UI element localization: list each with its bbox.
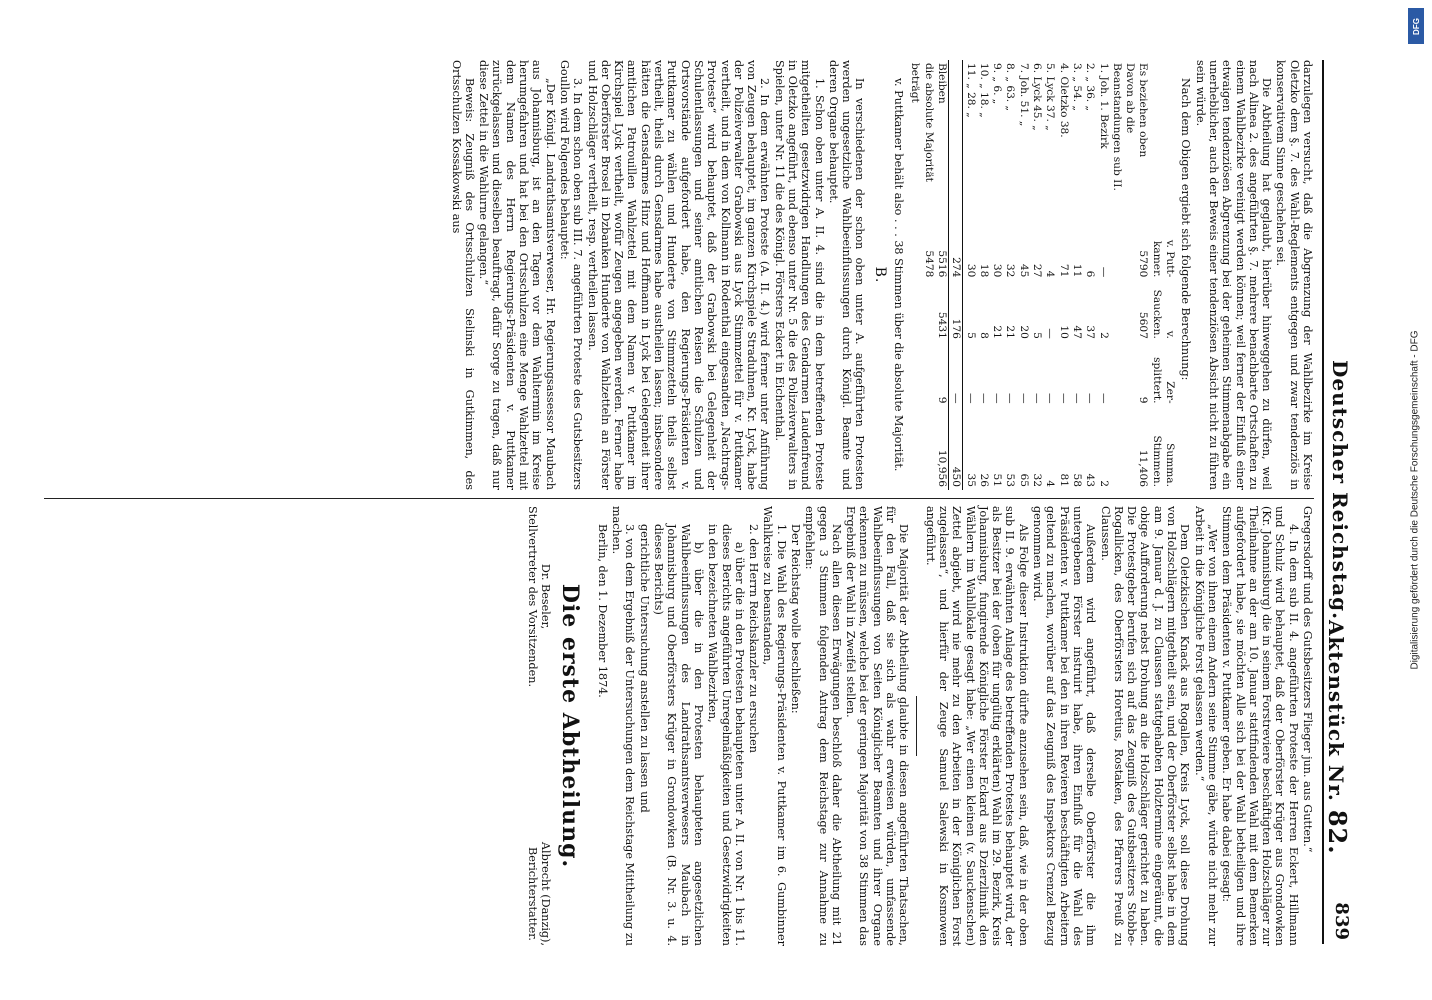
table-cell [908,280,935,342]
vote-table [908,60,1176,490]
table-cell: — [1044,392,1057,404]
table-cell: — [1031,392,1044,404]
quotation: „Der Königl. Landrathsamtsverweser, Hr. Regierungsassessor Maubach aus Johannisburg, ist an den Tagen vor dem Wahltermin im Kreise herumgefahren und hat bei den Ortsschulzen eine Menge Wahlzettel mit dem Namen des Herrn Regierungs-Präsidenten v. Puttkamer zurückgelassen und dieselben beauftragt, dafür Sorge zu tragen, daß nur diese Zettel in die Wahlurne gelangen.“ [477,60,557,490]
table-cell: 450 [948,407,962,490]
running-head-left: Deutscher Reichstag. [1328,360,1352,621]
table-cell: — [964,392,977,404]
signature-left [526,506,553,687]
paragraph: 3. In dem schon oben sub III. 7. angeführten Proteste des Gutsbesitzers Goullon wird Folgendes behauptet: [557,60,585,490]
running-head [1322,60,1354,944]
table-cell: 176 [948,280,962,342]
table-cell: — [1017,392,1030,404]
table-row [963,60,977,490]
table-cell: Bleiben [935,60,949,217]
motion-subitem: a) über die in den Protesten behaupteten unter A. II. von Nr. 1 bis 11. dieses Berichts angeführten Unregelmäßigkeiten und Gesetzwidrigkeiten in den bezeichneten Wahlbezirken, [706,524,746,946]
paragraph: darzulegen versucht, daß die Abgrenzung der Wahlbezirke im Kreise Oletzko dem §. 7. des Wahl-Reglements entgegen und zwar tendenziös in konservativem Sinne geschehen sei. [1274,60,1314,490]
section-divider [916,696,917,756]
table-cell [1110,342,1137,407]
motion-item: 1. Die Wahl des Regierungs-Präsidenten v. Puttkamer im 6. Gumbinner Wahlkreise zu beanstanden, [761,506,788,946]
table-cell: — [1097,392,1110,404]
table-row [1136,60,1149,490]
table-cell [948,60,962,217]
table-cell: 10. „ 18. „ [977,63,990,118]
table-cell: 43 [1084,473,1097,487]
table-row [1056,60,1069,490]
paragraph: 1. Schon oben unter A. II. 4. sind die in dem betreffenden Proteste mitgetheilten gesetzwidrigen Handlungen des Gendarmen Laudenfreund in Oletzko angeführt, und ebenso unter Nr. 5 die des Polizeiverwalters in Spielen, unter Nr. 11 die des Königl. Försters Eckert in Eichenthal. [772,60,826,490]
paragraph: Gregersdorff und des Gutsbesitzers Flieger jun. aus Gutten.“ [1301,506,1314,853]
table-cell: 30 [991,263,1004,278]
table-cell: — [1044,328,1057,339]
table-row [1096,60,1109,490]
table-cell: 5607 [1137,311,1150,339]
table-row [977,60,990,490]
paragraph: Nach dem Obigen ergiebt sich folgende Berechnung: [1179,78,1193,381]
table-row [1110,60,1137,490]
date-line: Berlin, den 1. Dezember 1874. [595,524,609,698]
page-number: 839 [1331,902,1352,940]
table-cell: — [1004,392,1017,404]
table-header: v. Saucken. [1150,289,1177,339]
table-cell: 4 [1044,270,1057,278]
table-cell: 18 [977,263,990,278]
table-cell: — [948,342,962,407]
paragraph: In verschiedenen der schon oben unter A. aufgeführten Protesten werden ungesetzliche Wahlbeeinflussungen durch Königl. Beamte und deren Organe behauptet. [826,60,867,490]
signatory-role: Stellvertreter des Vorsitzenden. [525,506,539,688]
paragraph: v. Puttkamer behält also . . . 38 Stimmen über die absolute Majorität. [892,78,906,472]
table-cell: Es beziehen oben [1137,63,1150,158]
paragraph: Außerdem wird angeführt, daß derselbe Oberförster die ihm untergebenen Förster instruirt habe, ihren Einfluß für die Wahl des Präsidenten v. Puttkamer bei den in ihren Revieren beschäftigten Arbeitern geltend zu machen, worüber auf das Zeugniß des Inspektors Crenzel Bezug genommen wird. [1031,506,1098,946]
table-cell: — [1084,392,1097,404]
table-cell: — [991,392,1004,404]
paragraph: Beweis: Zeugniß des Ortsschulzen Sielinski in Gutkimmen, des Ortsschulzen Kossakowski aus [449,60,476,490]
table-cell: 51 [991,473,1004,487]
dfg-logo-text: DFG [1411,17,1421,35]
table-row [1070,60,1083,490]
table-row [1016,60,1029,490]
paragraph: Der Reichstag wolle beschließen: [789,524,803,714]
signatory-name: Dr. Beseler, [539,563,553,630]
table-cell: 5 [964,332,977,339]
left-column [448,60,1314,490]
table-row [1043,60,1056,490]
column-divider [44,498,1314,499]
table-cell: 1. Joh. 1. Bezirk [1097,63,1110,149]
table-cell: 30 [964,263,977,278]
table-cell: 8 [977,332,990,339]
running-head-number: 82. [1323,809,1352,855]
table-cell: — [977,392,990,404]
table-sum-row [948,60,962,490]
table-row [1003,60,1016,490]
vote-table-body [908,60,1149,490]
right-column [526,506,1314,946]
table-cell: Davon ab die Beanstandungen sub II. [1110,63,1137,191]
table-cell: 21 [991,325,1004,339]
table-cell: 65 [1017,473,1030,487]
table-remaining-row [935,60,949,490]
table-cell: 6 [1084,270,1097,278]
table-cell: 2 [1097,480,1110,487]
table-cell: 9 [1137,396,1150,404]
table-cell: 27 [1031,263,1044,278]
table-cell: 32 [1004,263,1017,278]
table-cell: 5516 [935,217,949,280]
table-row [990,60,1003,490]
paragraph: 4. In dem sub II. 4. angeführten Proteste der Herren Eckert, Hillmann und Schulz wird behauptet, daß der Oberförster Krüger aus Grondowken (Kr. Johannisburg) die in seinem Forstreviere beschäftigten Holzschläger zur Theilnahme an der am 10. Januar stattfindenden Wahl mit dem Bemerken aufgefordert habe, sie möchten Alle sich bei der Wahl betheiligen und ihre Stimmen dem Präsidenten v. Puttkamer geben. Er habe dabei gesagt: [1220,506,1300,946]
table-cell: 8. „ 63. „ [1004,63,1017,112]
table-cell: — [1097,266,1110,278]
digitization-credit [1400,0,1430,1000]
table-cell: 274 [948,217,962,280]
table-cell: 32 [1031,473,1044,487]
table-cell: die absolute Majorität beträgt [909,63,935,182]
signature-right [526,842,553,946]
table-header: Summa. Stimmen. [1150,435,1177,487]
paragraph: Nach allen diesen Erwägungen beschloß daher die Abtheilung mit 21 gegen 3 Stimmen folgenden Antrag dem Reichstage zur Annahme zu empfehlen: [803,506,843,946]
signatory-role: Berichterstatter. [525,847,539,941]
table-header-row [1149,60,1176,490]
table-majority-row [908,60,935,490]
table-cell: 11. „ 28. „ [964,63,977,118]
table-cell: 10,956 [935,407,949,490]
table-cell: 58 [1070,473,1083,487]
table-cell: 10 [1057,325,1070,339]
table-cell: 11 [1070,263,1083,278]
dfg-logo-badge [1408,8,1424,44]
table-header [1149,60,1176,217]
signature-row [526,506,553,946]
table-cell: 81 [1057,473,1070,487]
table-cell: 5. Lyck 37. „ [1044,63,1057,131]
table-cell [1110,217,1137,280]
table-cell: — [1057,392,1070,404]
table-cell: 5478 [922,250,935,278]
paragraph: Die Majorität der Abtheilung glaubte in diesen angeführten Thatsachen, für den Fall, daß sie sich als wahr erweisen würden, umfassende Wahlbeeinflussungen von Seiten Königlicher Beamten und ihrer Organe erkennen zu müssen, welche bei der geringen Majorität von 38 Stimmen das Ergebniß der Wahl in Zweifel stellen. [844,506,911,946]
credit-text: Digitalisierung gefördert durch die Deutsche Forschungsgemeinschaft - DFG [1409,330,1421,670]
running-head-center [1323,620,1352,855]
signatory-name: Albrecht (Danzig), [539,841,553,946]
table-cell: 7. Joh. 51. „ [1017,63,1030,127]
table-cell: 71 [1057,263,1070,278]
table-cell: 4. Oletzko 38. [1057,63,1070,138]
table-cell: 9. „ 6. „ [991,63,1004,105]
table-cell: 5790 [1137,250,1150,278]
table-cell: 53 [1004,473,1017,487]
paragraph: Die Abtheilung hat geglaubt, hierüber hinweggehen zu dürfen, weil nach Alinea 2. des angeführten §. 7. mehrere benachbarte Ortschaften zu einem Wahlbezirke vereinigt werden können; weil ferner der Einfluß einer etwaigen tendenziösen Abgrenzung bei der geheimen Stimmenabgabe ein unerheblicher, auch der Beweis einer tendenziösen Absicht nicht zu führen sein würde. [1193,60,1274,490]
paragraph: 2. In dem erwähnten Proteste (A. II. 4.) wird ferner unter Anführung von Zeugen behauptet, im ganzen Kirchspiele Straduhnen, Kr. Lyck, habe der Polizeiverwalter Grabowski aus Lyck Stimmzettel für v. Puttkamer vertheilt, und in dem von Kollmann in Rodenthal eingesandten „Nachtrags-Proteste“ wird behauptet, daß der Grabowski bei Gelegenheit der Schulentlassungen und seiner amtlichen Reisen die Schulzen und Ortsvorstände aufgefordert habe, den Regierungs-Präsidenten v. Puttkamer zu wählen und Hunderte von Stimmzetteln theils selbst vertheilt, theils durch Gensdarmes habe austheilen lassen; insbesondere hätten die Gensdarmes Hinz und Hoffmann in Lyck bei Gelegenheit ihrer amtlichen Patrouillen Wahlzettel mit dem Namen v. Puttkamer im Kirchspiel Lyck vertheilt, wofür Zeugen angegeben werden. Ferner habe der Oberförster Brosel in Dzbanken Hunderte von Wahlzetteln an Förster und Holzschläger vertheilt, resp. vertheilen lassen. [585,60,772,490]
table-cell: 47 [1070,325,1083,339]
table-cell [908,342,935,407]
table-cell [908,407,935,490]
paragraph: Als Folge dieser Instruktion dürfte anzusehen sein, daß, wie in der oben sub II. 9. erwähnten Anlage des betreffenden Protestes behauptet wird, der als Besitzer bei der (oben für ungültig erklärten) Wahl im 29. Bezirk, Kreis Johannisburg, fungirende Königliche Förster Eckard aus Dzierzlinnik den Wählern im Wahllokale gesagt habe: „Wer einen kleinen (v. Sauckenschen) Zettel abgiebt, wird nie mehr zu den Arbeiten in der Königlichen Forst zugelassen“, und hierfür der Zeuge Samuel Salewski in Kosmowen angeführt. [923,506,1030,946]
paragraph: Dem Oletzkischen Knack aus Rogallen, Kreis Lyck, soll diese Drohung von Holzschlägern mitgetheilt sein, und der Oberförster selbst habe in dem am 9. Januar d. J. zu Claussen stattgehabten Holztermine eingeräumt, die obige Aufforderung nebst Drohung an die Holzschläger gerichtet zu haben. Die Protestgeber berufen sich auf das Zeugniß des Gutsbesitzers Stobbe-Rogallicken, des Oberförsters Horetius, Rostaken, des Pfarrers Preuß zu Claussen. [1098,506,1192,946]
table-cell: 37 [1084,325,1097,339]
table-row [1083,60,1096,490]
motion-subitem: b) über die in den Protesten behaupteten angesetzlichen Wahlbeeinflussungen des Landrathsamtsverwesers Maubach in Johannisburg und Oberförsters Krüger in Grondowken (B. Nr. 3. u. 4. dieses Berichts) [652,524,705,946]
table-cell: 9 [935,342,949,407]
quotation: „Wer von ihnen einem Andern seine Stimme gäbe, würde nicht mehr zur Arbeit in die Königliche Forst gelassen werden.“ [1192,506,1219,946]
table-cell: 2. „ 36. „ [1084,63,1097,112]
table-cell [1110,407,1137,490]
table-row [1030,60,1043,490]
table-cell: 2 [1097,332,1110,339]
table-cell: 35 [964,473,977,487]
table-cell [1110,280,1137,342]
signature-title: Die erste Abtheilung. [556,583,583,869]
table-cell: — [1070,392,1083,404]
table-cell: 4 [1044,480,1057,487]
motion-item: gerichtliche Untersuchung anstellen zu lassen und [637,524,651,813]
section-heading: B. [871,266,888,284]
table-cell: 11,406 [1137,449,1150,487]
running-head-prefix: Aktenstück Nr. [1324,620,1348,802]
table-cell: 26 [977,473,990,487]
table-cell: 45 [1017,263,1030,278]
motion-item: 3. von dem Ergebniß der Untersuchungen dem Reichstage Mittheilung zu machen. [610,506,637,946]
table-header: v. Putt-kamer. [1150,239,1177,278]
table-cell: 3. „ 54. „ [1070,63,1083,112]
table-cell: 21 [1004,325,1017,339]
table-cell: 5 [1031,332,1044,339]
motion-item: 2. den Herrn Reichskanzler zu ersuchen [747,524,761,753]
table-cell: 6. Lyck 45. „ [1031,63,1044,131]
table-header: Zer-splittert. [1150,357,1177,404]
table-cell: 5431 [935,280,949,342]
table-cell: 20 [1017,325,1030,339]
